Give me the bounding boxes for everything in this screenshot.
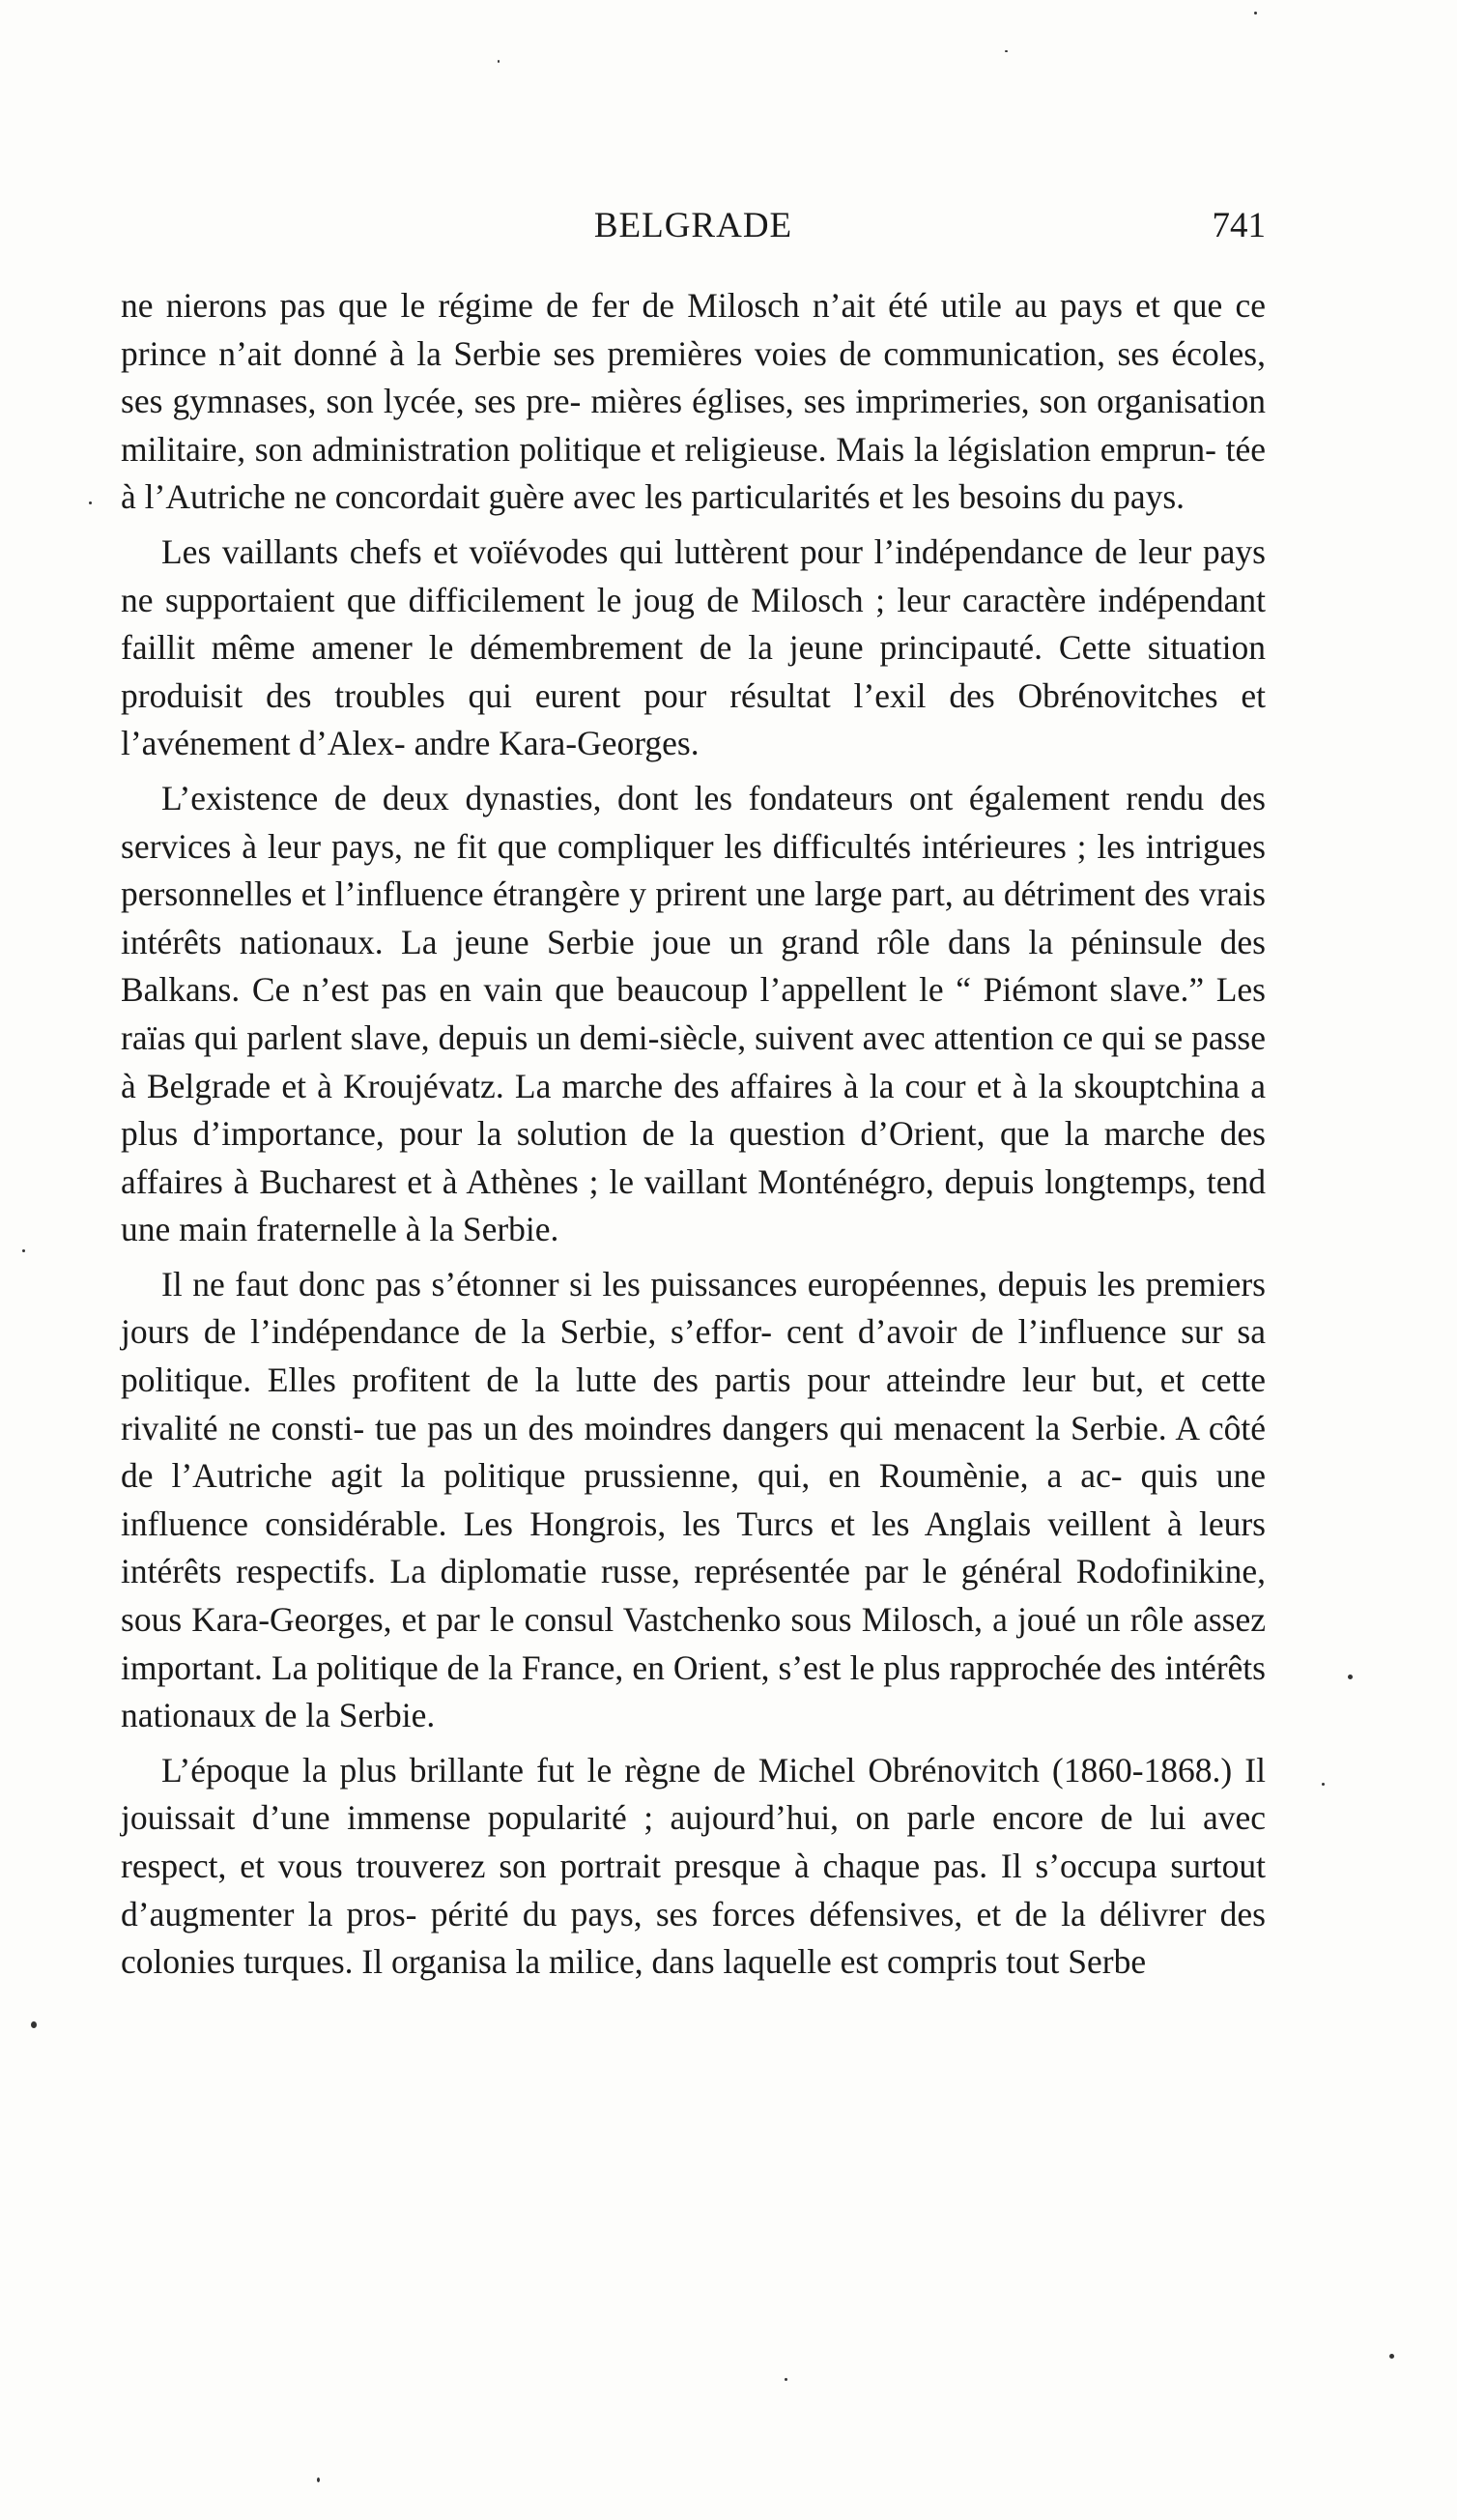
paragraph-4: Il ne faut donc pas s’étonner si les puissances européennes, depuis les premiers jours de l’indépendance de la Serbie, s’effor- cent d’avoir de l’influence sur sa politique. Elles profitent de la lutte des partis pour atteindre leur but, et cette rivalité ne consti- tue pas un des moindres dangers qui menacent la Serbie. A côté de l’Autriche agit la politique prussienne, qui, en Roumènie, a ac- quis une influence considérable. Les Hongrois, les Turcs et les Anglais veillent à leurs intérêts respectifs. La diplomatie russe, représentée par le général Rodofinikine, sous Kara-Georges, et par le consul Vastchenko sous Milosch, a joué un rôle assez important. La politique de la France, en Orient, s’est le plus rapprochée des intérêts nationaux de la Serbie.	[121, 1264, 1266, 1735]
scan-speck	[1348, 1675, 1353, 1679]
scan-speck	[31, 2021, 37, 2028]
scan-speck	[89, 501, 92, 504]
scan-speck	[1389, 2354, 1394, 2359]
scan-speck	[785, 2378, 787, 2381]
scan-speck	[498, 60, 500, 63]
paragraph-1: ne nierons pas que le régime de fer de Milosch n’ait été utile au pays et que ce prince n’ait donné à la Serbie ses premières voies de communication, ses écoles, ses gymnases, son lycée, ses pre- mières églises, ses imprimeries, son organisation militaire, son administration politique et religieuse. Mais la législation emprun- tée à l’Autriche ne concordait guère avec les particularités et les besoins du pays.	[121, 286, 1266, 517]
scan-speck	[317, 2477, 320, 2482]
scan-speck	[22, 1249, 25, 1252]
paragraph-5: L’époque la plus brillante fut le règne de Michel Obrénovitch (1860-1868.) Il jouissait d’une immense popularité ; aujourd’hui, on parle encore de lui avec respect, et vous trouverez son portrait presque à chaque pas. Il s’occupa surtout d’augmenter la pros- périté du pays, ses forces défensives, et de la délivrer des colonies turques. Il organisa la milice, dans laquelle est compris tout Serbe	[121, 1750, 1266, 1982]
scan-speck	[1254, 12, 1257, 14]
scan-speck	[1322, 1783, 1325, 1786]
body-text	[121, 282, 1266, 1993]
running-title: BELGRADE	[593, 206, 793, 245]
page-header	[121, 205, 1266, 263]
paragraph-3: L’existence de deux dynasties, dont les fondateurs ont également rendu des services à leur pays, ne fit que compliquer les difficultés intérieures ; les intrigues personnelles et l’influence étrangère y prirent une large part, au détriment des vrais intérêts nationaux. La jeune Serbie joue un grand rôle dans la péninsule des Balkans. Ce n’est pas en vain que beaucoup l’appellent le “ Piémont slave.” Les raïas qui parlent slave, depuis un demi-siècle, suivent avec attention ce qui se passe à Belgrade et à Kroujévatz. La marche des affaires à la cour et à la skouptchina a plus d’importance, pour la solution de la question d’Orient, que la marche des affaires à Bucharest et à Athènes ; le vaillant Monténégro, depuis longtemps, tend une main fraternelle à la Serbie.	[121, 778, 1266, 1249]
page-number: 741	[1212, 206, 1266, 245]
paragraph-2: Les vaillants chefs et voïévodes qui luttèrent pour l’indépendance de leur pays ne supportaient que difficilement le joug de Milosch ; leur caractère indépendant faillit même amener le démembrement de la jeune principauté. Cette situation produisit des troubles qui eurent pour résultat l’exil des Obrénovitches et l’avénement d’Alex- andre Kara-Georges.	[121, 531, 1266, 763]
scan-speck	[1005, 50, 1008, 52]
